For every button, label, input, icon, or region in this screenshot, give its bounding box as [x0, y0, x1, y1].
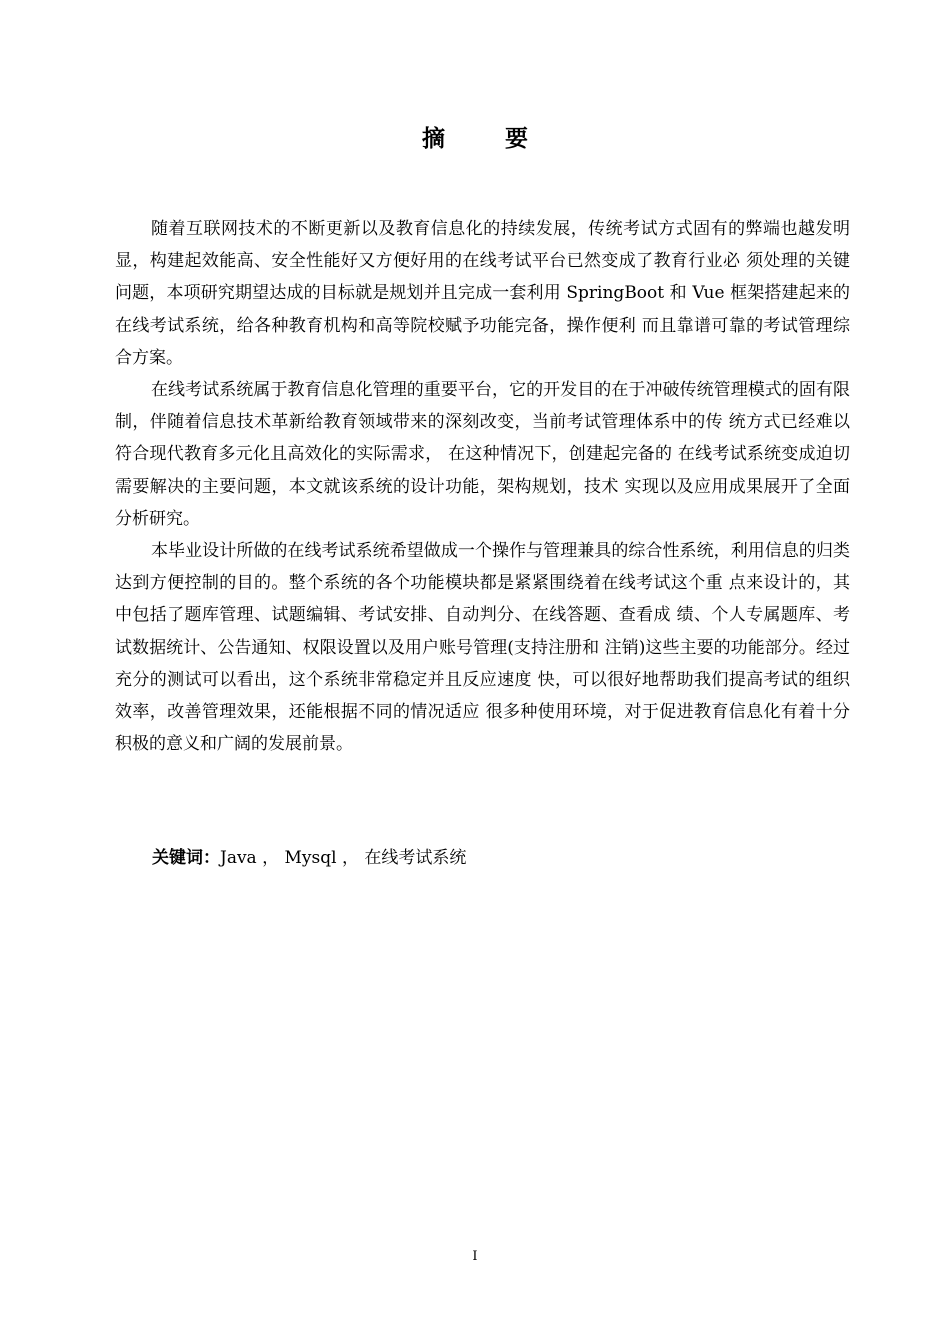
page-number: I: [472, 1249, 478, 1264]
page-title: 摘 要: [421, 125, 554, 152]
keywords-text: Java ， Mysql ， 在线考试系统: [220, 848, 467, 868]
abstract-paragraph-2: 在线考试系统属于教育信息化管理的重要平台，它的开发目的在于冲破传统管理模式的固有限制，伴随着信息技术革新给教育领域带来的深刻改变，当前考试管理体系中的传 统方式已经难以符合现代教育多元化且高效化的实际需求， 在这种情况下，创建起完备的 在线考试系统变成迫切需要解决的主要问题，本文就该系统的设计功能，架构规划，技术 实现以及应用成果展开了全面分析研究。: [115, 380, 850, 529]
abstract-body: [115, 213, 850, 760]
abstract-paragraph-3: 本毕业设计所做的在线考试系统希望做成一个操作与管理兼具的综合性系统，利用信息的归类达到方便控制的目的。整个系统的各个功能模块都是紧紧围绕着在线考试这个重 点来设计的，其中包括了题库管理、试题编辑、考试安排、自动判分、在线答题、查看成 绩、个人专属题库、考试数据统计、公告通知、权限设置以及用户账号管理(支持注册和 注销)这些主要的功能部分。经过充分的测试可以看出，这个系统非常稳定并且反应速度 快，可以很好地帮助我们提高考试的组织效率，改善管理效果，还能根据不同的情况适应 很多种使用环境，对于促进教育信息化有着十分积极的意义和广阔的发展前景。: [115, 541, 850, 755]
abstract-paragraph-1: 随着互联网技术的不断更新以及教育信息化的持续发展，传统考试方式固有的弊端也越发明显，构建起效能高、安全性能好又方便好用的在线考试平台已然变成了教育行业必 须处理的关键问题，本项研究期望达成的目标就是规划并且完成一套利用 SpringBoot 和 Vue 框架搭建起来的在线考试系统，给各种教育机构和高等院校赋予功能完备，操作便利 而且靠谱可靠的考试管理综合方案。: [115, 219, 850, 368]
keywords-label: 关键词：: [152, 848, 220, 868]
keywords-line: [152, 843, 466, 873]
